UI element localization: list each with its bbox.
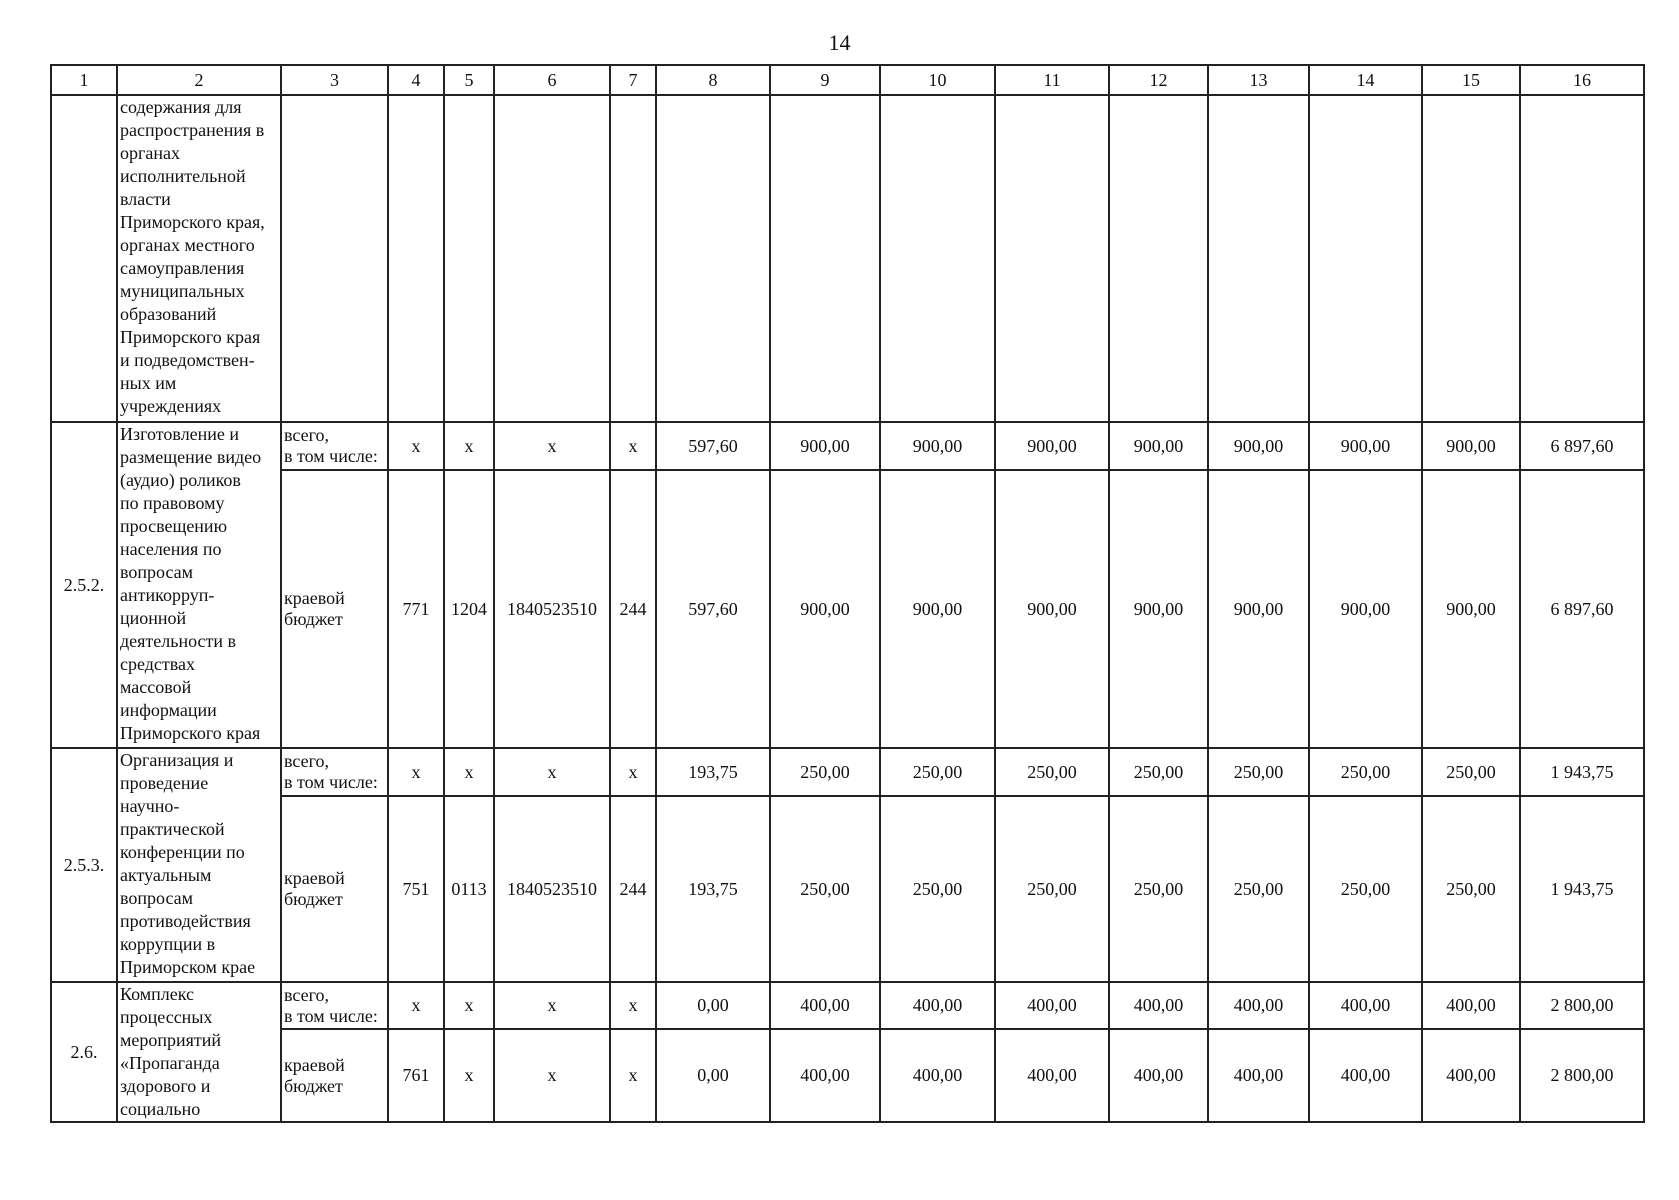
description-cell: Организация и проведение научно- практической конференции по актуальным вопросам противодействия коррупции в Приморском крае xyxy=(117,748,281,982)
value-cell: 900,00 xyxy=(1422,470,1520,748)
value-cell: 771 xyxy=(388,470,444,748)
description-cell: Изготовление и размещение видео (аудио) роликов по правовому просвещению населения по вопросам антикорруп- ционной деятельности в средствах массовой информации Приморского края xyxy=(117,422,281,748)
value-cell: 761 xyxy=(388,1029,444,1122)
value-cell: 400,00 xyxy=(1109,982,1208,1029)
value-cell: 250,00 xyxy=(1309,796,1422,982)
value-cell: 400,00 xyxy=(1309,1029,1422,1122)
value-cell: 900,00 xyxy=(770,422,880,470)
empty-cell xyxy=(656,95,770,422)
col-header: 15 xyxy=(1422,65,1520,95)
value-cell: 6 897,60 xyxy=(1520,470,1644,748)
empty-cell xyxy=(610,95,656,422)
col-header: 8 xyxy=(656,65,770,95)
empty-cell xyxy=(1309,95,1422,422)
col-header: 14 xyxy=(1309,65,1422,95)
value-cell: 400,00 xyxy=(880,1029,995,1122)
value-cell: 250,00 xyxy=(770,748,880,796)
row-number-cell xyxy=(51,95,117,422)
value-cell: 900,00 xyxy=(1208,470,1309,748)
value-cell: 250,00 xyxy=(1422,796,1520,982)
value-cell: 900,00 xyxy=(1309,422,1422,470)
source-cell: краевой бюджет xyxy=(281,470,388,748)
value-cell: 1204 xyxy=(444,470,494,748)
col-header: 7 xyxy=(610,65,656,95)
value-cell: х xyxy=(494,422,610,470)
value-cell: х xyxy=(388,422,444,470)
table-row xyxy=(51,1029,1644,1122)
value-cell: 0,00 xyxy=(656,982,770,1029)
row-number-cell: 2.5.2. xyxy=(51,422,117,748)
table-row xyxy=(51,470,1644,748)
value-cell: х xyxy=(610,1029,656,1122)
table-row xyxy=(51,982,1644,1029)
value-cell: 250,00 xyxy=(770,796,880,982)
value-cell: 597,60 xyxy=(656,422,770,470)
value-cell: 400,00 xyxy=(1109,1029,1208,1122)
value-cell: 400,00 xyxy=(880,982,995,1029)
value-cell: 250,00 xyxy=(1109,796,1208,982)
value-cell: х xyxy=(610,982,656,1029)
table-row xyxy=(51,748,1644,796)
value-cell: 6 897,60 xyxy=(1520,422,1644,470)
row-number-cell: 2.5.3. xyxy=(51,748,117,982)
value-cell: 1 943,75 xyxy=(1520,748,1644,796)
value-cell: 900,00 xyxy=(1422,422,1520,470)
empty-cell xyxy=(1520,95,1644,422)
description-cell: Комплекс процессных мероприятий «Пропаганда здорового и социально xyxy=(117,982,281,1122)
value-cell: х xyxy=(610,748,656,796)
value-cell: 250,00 xyxy=(880,796,995,982)
value-cell: 400,00 xyxy=(1208,1029,1309,1122)
value-cell: 400,00 xyxy=(770,1029,880,1122)
table-row xyxy=(51,95,1644,422)
page-number: 14 xyxy=(828,30,851,55)
empty-cell xyxy=(1208,95,1309,422)
value-cell: х xyxy=(444,422,494,470)
value-cell: 900,00 xyxy=(1309,470,1422,748)
col-header: 5 xyxy=(444,65,494,95)
value-cell: х xyxy=(444,1029,494,1122)
value-cell: 400,00 xyxy=(995,1029,1109,1122)
col-header: 2 xyxy=(117,65,281,95)
value-cell: х xyxy=(444,748,494,796)
col-header: 3 xyxy=(281,65,388,95)
value-cell: 250,00 xyxy=(880,748,995,796)
value-cell: 900,00 xyxy=(1109,422,1208,470)
value-cell: 900,00 xyxy=(995,422,1109,470)
col-header: 4 xyxy=(388,65,444,95)
empty-cell xyxy=(770,95,880,422)
value-cell: 244 xyxy=(610,796,656,982)
value-cell: 193,75 xyxy=(656,796,770,982)
col-header: 11 xyxy=(995,65,1109,95)
budget-table xyxy=(50,64,1645,1123)
value-cell: 400,00 xyxy=(1309,982,1422,1029)
value-cell: х xyxy=(388,982,444,1029)
header-row xyxy=(51,65,1644,95)
empty-cell xyxy=(880,95,995,422)
value-cell: 2 800,00 xyxy=(1520,982,1644,1029)
value-cell: х xyxy=(494,748,610,796)
value-cell: 250,00 xyxy=(1422,748,1520,796)
value-cell: 400,00 xyxy=(770,982,880,1029)
value-cell: 400,00 xyxy=(995,982,1109,1029)
value-cell: 1840523510 xyxy=(494,796,610,982)
table-row xyxy=(51,422,1644,470)
value-cell: 1840523510 xyxy=(494,470,610,748)
value-cell: 751 xyxy=(388,796,444,982)
value-cell: х xyxy=(610,422,656,470)
empty-cell xyxy=(444,95,494,422)
value-cell: 250,00 xyxy=(1208,748,1309,796)
empty-cell xyxy=(995,95,1109,422)
empty-cell xyxy=(1109,95,1208,422)
col-header: 12 xyxy=(1109,65,1208,95)
value-cell: 250,00 xyxy=(1208,796,1309,982)
value-cell: 250,00 xyxy=(995,796,1109,982)
empty-cell xyxy=(281,95,388,422)
row-number-cell: 2.6. xyxy=(51,982,117,1122)
value-cell: 2 800,00 xyxy=(1520,1029,1644,1122)
value-cell: 900,00 xyxy=(880,470,995,748)
value-cell: 0,00 xyxy=(656,1029,770,1122)
col-header: 1 xyxy=(51,65,117,95)
value-cell: 250,00 xyxy=(995,748,1109,796)
value-cell: 193,75 xyxy=(656,748,770,796)
value-cell: 250,00 xyxy=(1109,748,1208,796)
value-cell: х xyxy=(444,982,494,1029)
value-cell: 0113 xyxy=(444,796,494,982)
col-header: 9 xyxy=(770,65,880,95)
value-cell: 400,00 xyxy=(1208,982,1309,1029)
value-cell: х xyxy=(494,1029,610,1122)
value-cell: 400,00 xyxy=(1422,1029,1520,1122)
value-cell: 900,00 xyxy=(770,470,880,748)
value-cell: х xyxy=(494,982,610,1029)
value-cell: 900,00 xyxy=(1109,470,1208,748)
source-cell: краевой бюджет xyxy=(281,796,388,982)
empty-cell xyxy=(494,95,610,422)
value-cell: 400,00 xyxy=(1422,982,1520,1029)
source-cell: всего, в том числе: xyxy=(281,748,388,796)
value-cell: 900,00 xyxy=(880,422,995,470)
value-cell: 1 943,75 xyxy=(1520,796,1644,982)
col-header: 16 xyxy=(1520,65,1644,95)
source-cell: краевой бюджет xyxy=(281,1029,388,1122)
source-cell: всего, в том числе: xyxy=(281,422,388,470)
value-cell: 250,00 xyxy=(1309,748,1422,796)
description-cell: содержания для распространения в органах исполнительной власти Приморского края, органах местного самоуправления муниципальных образований Приморского края и подведомствен- ных им учреждениях xyxy=(117,95,281,422)
value-cell: х xyxy=(388,748,444,796)
empty-cell xyxy=(1422,95,1520,422)
col-header: 6 xyxy=(494,65,610,95)
value-cell: 900,00 xyxy=(995,470,1109,748)
value-cell: 244 xyxy=(610,470,656,748)
value-cell: 900,00 xyxy=(1208,422,1309,470)
source-cell: всего, в том числе: xyxy=(281,982,388,1029)
col-header: 10 xyxy=(880,65,995,95)
value-cell: 597,60 xyxy=(656,470,770,748)
empty-cell xyxy=(388,95,444,422)
col-header: 13 xyxy=(1208,65,1309,95)
table-row xyxy=(51,796,1644,982)
